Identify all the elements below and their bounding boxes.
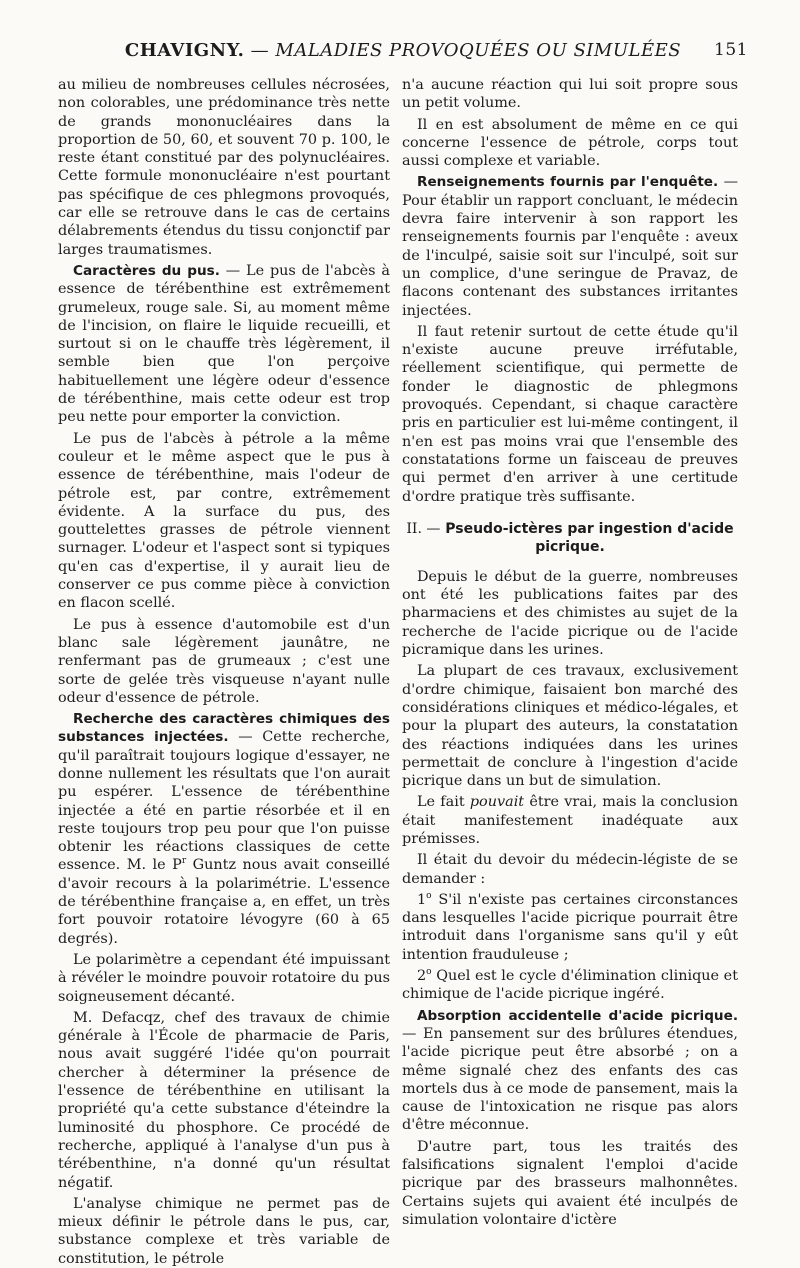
left-column bbox=[58, 76, 390, 1268]
paragraph: Il faut retenir surtout de cette étude qu'il n'existe aucune preuve irréfutable, réellement scientifique, qui permette de fonder le diagnostic de phlegmons provoqués. Cependant, si chaque caractère pris en particulier est lui-même contingent, il n'en est pas moins vrai que l'ensemble des constatations forme un faisceau de preuves qui permet d'en arriver à une certitude d'ordre pratique très suffisante. bbox=[402, 323, 738, 505]
paragraph: Il était du devoir du médecin-légiste de se demander : bbox=[402, 852, 738, 887]
paragraph: Absorption accidentelle d'acide picrique. — En pansement sur des brûlures étendues, l'acide picrique peut être absorbé ; on a même signalé chez des enfants des cas mortels dus à ce mode de pansement, mais la cause de l'intoxication ne risque pas alors d'être méconnue. bbox=[402, 1007, 738, 1134]
paragraph: Le fait pouvait être vrai, mais la conclusion était manifestement inadéquate aux prémisses. bbox=[402, 794, 738, 847]
subheading-enquete: Renseignements fournis par l'enquête. bbox=[417, 174, 719, 191]
paragraph: n'a aucune réaction qui lui soit propre sous un petit volume. bbox=[402, 77, 738, 112]
paragraph: La plupart de ces travaux, exclusivement d'ordre chimique, faisaient bon marché des considérations cliniques et médico-légales, et pour la plupart des auteurs, la constatation des réactions indiquées dans les urines permettait de conclure à l'ingestion d'acide picrique dans un but de simulation. bbox=[402, 663, 738, 790]
section-title: II. — Pseudo-ictères par ingestion d'acide picrique. bbox=[406, 520, 734, 555]
running-header bbox=[58, 40, 748, 70]
paragraph: Le polarimètre a cependant été impuissant à révéler le moindre pouvoir rotatoire du pus soigneusement décanté. bbox=[58, 951, 390, 1005]
paragraph: M. Defacqz, chef des travaux de chimie générale à l'École de pharmacie de Paris, nous avait suggéré l'idée qu'on pourrait chercher à déterminer la présence de l'essence de térébenthine en utilisant la propriété qu'a cette substance d'éteindre la luminosité du phosphore. Ce procédé de recherche, appliqué à l'analyse d'un pus à térébenthine, n'a donné qu'un résultat négatif. bbox=[58, 1009, 390, 1191]
paragraph: Depuis le début de la guerre, nombreuses ont été les publications faites par des pharmaciens et des chimistes au sujet de la recherche de l'acide picrique ou de l'acide picramique dans les urines. bbox=[402, 568, 738, 659]
subheading-absorption: Absorption accidentelle d'acide picrique. bbox=[417, 1007, 738, 1024]
paragraph: Le pus de l'abcès à pétrole a la même couleur et le même aspect que le pus à essence de térébenthine, mais l'odeur de pétrole est, par contre, extrêmement évidente. A la surface du pus, des gouttelettes grasses de pétrole viennent surnager. L'odeur et l'aspect sont si typiques qu'en cas d'expertise, il y aurait lieu de conserver ce pus comme pièce à conviction en flacon scellé. bbox=[58, 430, 390, 612]
numbered-question: 2$^o$ Quel est le cycle d'élimination clinique et chimique de l'acide picrique ingéré. bbox=[402, 967, 738, 1003]
paragraph: Caractères du pus. — Le pus de l'abcès à essence de térébenthine est extrêmement grumeleux, rouge sale. Si, au moment même de l'incision, on flaire le liquide recueilli, et surtout si on le chauffe très légèrement, il semble bien que l'on perçoive habituellement une légère odeur d'essence de térébenthine, mais cette odeur est trop peu nette pour emporter la conviction. bbox=[58, 262, 390, 426]
paragraph: Recherche des caractères chimiques des substances injectées. — Cette recherche, qu'il paraîtrait toujours logique d'essayer, ne donne nullement les résultats que l'on aurait pu espérer. L'essence de térébenthine injectée a été en partie résorbée et il en reste toujours trop peu pour que l'on puisse obtenir les réactions classiques de cette essence. M. le $P^r$ Guntz nous avait conseillé d'avoir recours à la polarimétrie. L'essence de térébenthine française a, en effet, un très fort pouvoir rotatoire lévogyre (60 à 65 degrés). bbox=[58, 711, 391, 947]
numbered-question: 1$^o$ S'il n'existe pas certaines circonstances dans lesquelles l'acide picrique pourrait être introduit dans l'organisme sans qu'il y eût intention frauduleuse ; bbox=[402, 891, 738, 963]
page-number: 151 bbox=[714, 40, 748, 60]
paragraph: Il en est absolument de même en ce qui concerne l'essence de pétrole, corps tout aussi complexe et variable. bbox=[402, 116, 738, 170]
subheading-caracteres-du-pus: Caractères du pus. bbox=[73, 262, 220, 279]
paragraph: L'analyse chimique ne permet pas de mieux définir le pétrole dans le pus, car, substance complexe et très variable de constitution, le pétrole bbox=[58, 1195, 390, 1267]
paragraph: au milieu de nombreuses cellules nécrosées, non colorables, une prédominance très nette de grands mononucléaires dans la proportion de 50, 60, et souvent 70 p. 100, le reste étant constitué par des polynucléaires. Cette formule mononucléaire n'est pourtant pas spécifique de ces phlegmons provoqués, car elle se retrouve dans le cas de certains délabrements étendus du tissu conjonctif par larges traumatismes. bbox=[58, 77, 390, 258]
header-title: MALADIES PROVOQUÉES OU SIMULÉES bbox=[275, 40, 682, 61]
header-author: CHAVIGNY. bbox=[124, 40, 245, 61]
paragraph: Renseignements fournis par l'enquête. — Pour établir un rapport concluant, le médecin devra faire intervenir à son rapport les renseignements fournis par l'enquête : aveux de l'inculpé, saisie soit sur l'inculpé, soit sur un complice, d'une seringue de Pravaz, de flacons contenant des substances irritantes injectées. bbox=[402, 174, 738, 319]
right-column bbox=[402, 76, 738, 1229]
paragraph: Le pus à essence d'automobile est d'un blanc sale légèrement jaunâtre, ne renfermant pas de grumeaux ; c'est une sorte de gelée très visqueuse n'ayant nulle odeur d'essence de pétrole. bbox=[58, 616, 390, 706]
paragraph: D'autre part, tous les traités des falsifications signalent l'emploi d'acide picrique par des brasseurs malhonnêtes. Certains sujets qui avaient été inculpés de simulation volontaire d'ictère bbox=[402, 1138, 738, 1228]
subheading-recherche: Recherche des caractères chimiques des substances injectées. bbox=[58, 711, 390, 746]
header-dash: — bbox=[250, 40, 270, 61]
